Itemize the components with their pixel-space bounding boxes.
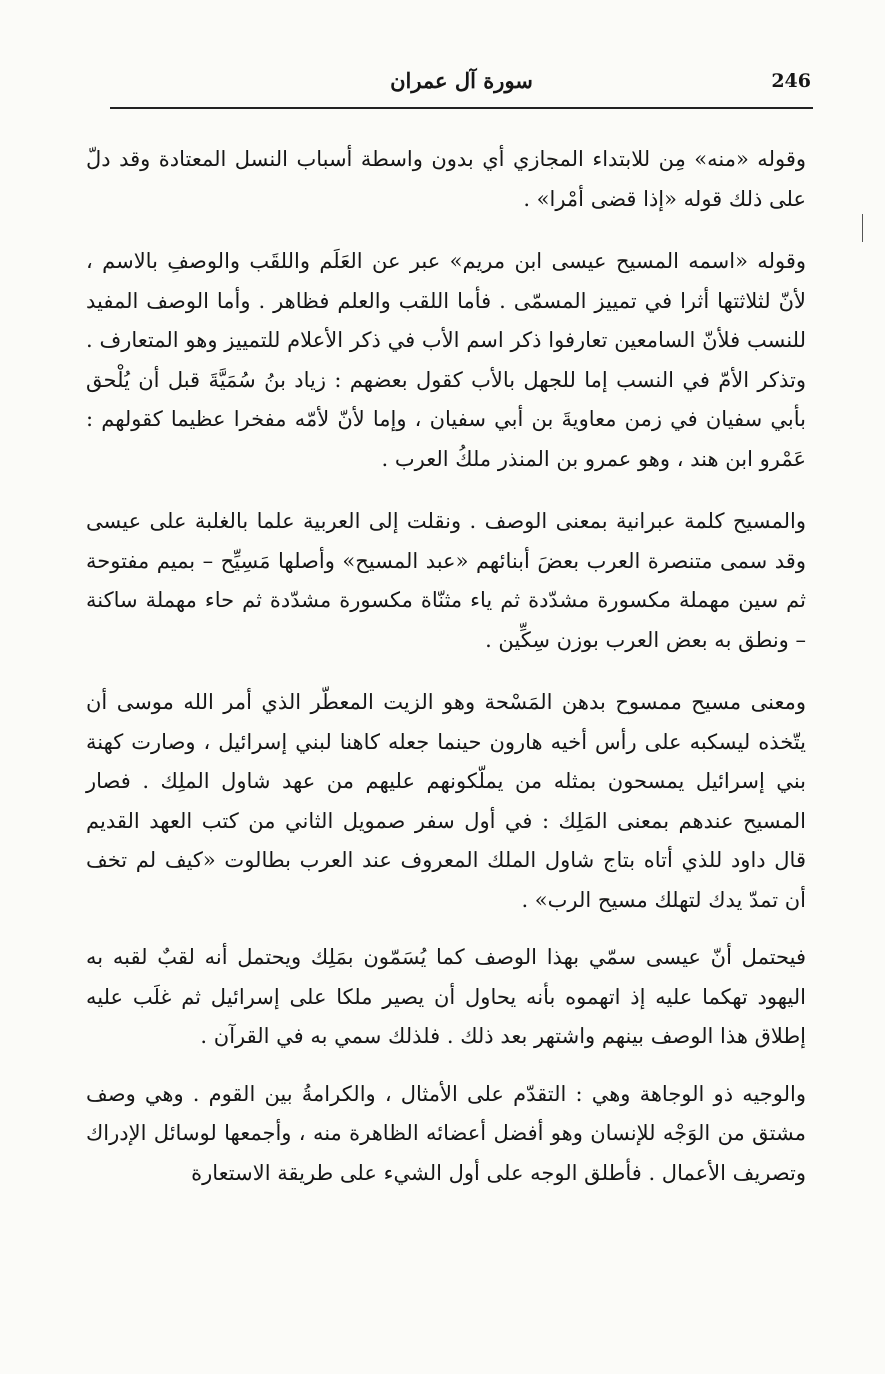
margin-mark bbox=[862, 214, 863, 242]
paragraph-3: والمسيح كلمة عبرانية بمعنى الوصف . ونقلت إلى العربية علما بالغلبة على عيسى وقد سمى متنصرة العرب بعضَ أبنائهم «عبد المسيح» وأصلها مَسِيِّح – بميم مفتوحة ثم سين مهملة مكسورة مشدّدة ثم ياء مثنّاة مكسورة مشدّدة ثم حاء مهملة ساكنة – ونطق به بعض العرب بوزن سِكِّين . bbox=[86, 509, 806, 652]
paragraph-1: وقوله «منه» مِن للابتداء المجازي أي بدون واسطة أسباب النسل المعتادة وقد دلّ على ذلك قوله «إذا قضى أمْرا» . bbox=[86, 147, 806, 211]
header-rule bbox=[110, 107, 813, 109]
paragraph-2: وقوله «اسمه المسيح عيسى ابن مريم» عبر عن العَلَم واللقَب والوصفِ بالاسم ، لأنّ لثلاثتها أثرا في تمييز المسمّى . فأما اللقب والعلم فظاهر . وأما الوصف المفيد للنسب فلأنّ السامعين تعارفوا ذكر اسم الأب في ذكر الأعلام للتمييز وهو المتعارف . وتذكر الأمّ في النسب إما للجهل بالأب كقول بعضهم : زياد بنُ سُمَيَّةَ قبل أن يُلْحق بأبي سفيان في زمن معاويةَ بن أبي سفيان ، وإما لأنّ لأمّه مفخرا عظيما كقولهم : عَمْرو ابن هند ، وهو عمرو بن المنذر ملكُ العرب . bbox=[86, 249, 806, 471]
running-title: سورة آل عمران bbox=[390, 68, 533, 93]
paragraph-4: ومعنى مسيح ممسوح بدهن المَسْحة وهو الزيت المعطّر الذي أمر الله موسى أن يتّخذه ليسكبه على رأس أخيه هارون حينما جعله كاهنا لبني إسرائيل ، وصارت كهنة بني إسرائيل يمسحون بمثله من يملّكونهم عليهم من عهد شاول الملِك . فصار المسيح عندهم بمعنى المَلِك : في أول سفر صمويل الثاني من كتب العهد القديم قال داود للذي أتاه بتاج شاول الملك المعروف عند العرب بطالوت «كيف لم تخف أن تمدّ يدك لتهلك مسيح الرب» . bbox=[86, 690, 806, 912]
page-number: 246 bbox=[771, 70, 811, 92]
paragraph-5: فيحتمل أنّ عيسى سمّي بهذا الوصف كما يُسَمّون بمَلِك ويحتمل أنه لقبٌ لقبه به اليهود تهكما عليه إذ اتهموه بأنه يحاول أن يصير ملكا على إسرائيل ثم غلَب عليه إطلاق هذا الوصف بينهم واشتهر بعد ذلك . فلذلك سمي به في القرآن . bbox=[86, 945, 806, 1048]
body-text bbox=[86, 140, 806, 1193]
page-header bbox=[112, 66, 811, 96]
paragraph-6: والوجيه ذو الوجاهة وهي : التقدّم على الأمثال ، والكرامةُ بين القوم . وهي وصف مشتق من الوَجْه للإنسان وهو أفضل أعضائه الظاهرة منه ، وأجمعها لوسائل الإدراك وتصريف الأعمال . فأطلق الوجه على أول الشيء على طريقة الاستعارة bbox=[86, 1081, 806, 1185]
